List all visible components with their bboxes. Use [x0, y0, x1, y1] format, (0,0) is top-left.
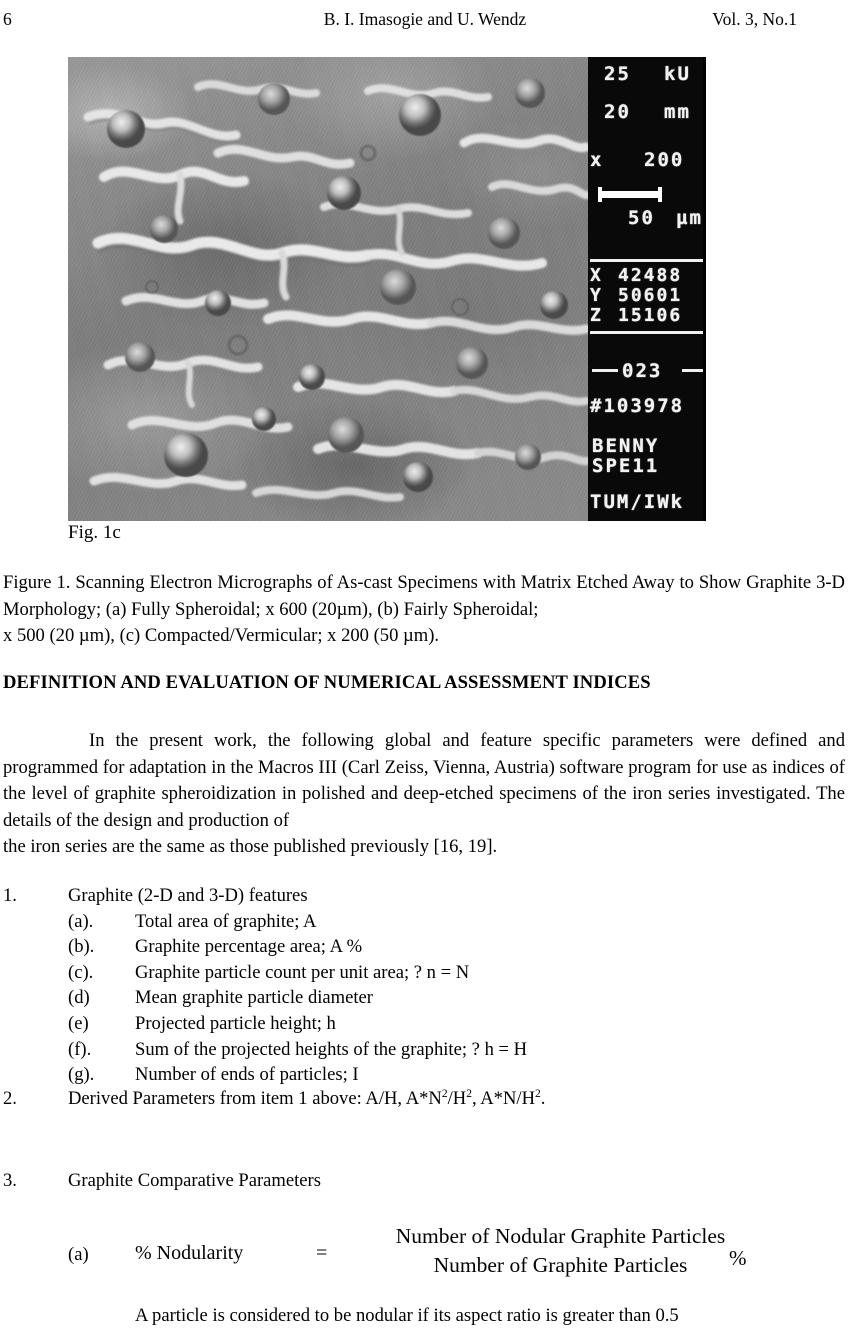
- list-subitem-a-text: Total area of graphite; A: [135, 910, 317, 932]
- paragraph-last-line: the iron series are the same as those published previously [16, 19].: [3, 836, 498, 858]
- figure-1c: [68, 57, 706, 521]
- equation-fraction: [353, 1222, 768, 1280]
- equation-denominator: Number of Graphite Particles: [433, 1253, 688, 1277]
- equation-numerator: Number of Nodular Graphite Particles: [395, 1224, 726, 1248]
- sem-coord-y-label: Y: [590, 285, 603, 306]
- item2-sup1: 2: [441, 1087, 448, 1100]
- section-paragraph: [3, 728, 845, 861]
- list-item-1: [3, 883, 845, 909]
- figure-caption: [3, 570, 845, 650]
- list-subitem-d-marker: (d): [68, 987, 90, 1009]
- sem-scale-value: 50: [628, 207, 655, 229]
- equation-lhs: % Nodularity: [135, 1242, 244, 1264]
- sem-serial-number: #103978: [590, 395, 685, 417]
- page-number: 6: [3, 9, 12, 29]
- list-subitem-b: [3, 934, 845, 960]
- list-item-1-marker: 1.: [3, 885, 17, 906]
- sem-coord-z-value: 15106: [618, 305, 683, 326]
- sem-scale-unit: µm: [676, 207, 703, 229]
- item2-mid1: /H: [447, 1088, 467, 1109]
- parameters-list: [3, 883, 845, 1088]
- list-subitem-a: [3, 909, 845, 935]
- sem-panel-divider-mid: [590, 331, 704, 334]
- figure-caption-main: Figure 1. Scanning Electron Micrographs of As-cast Specimens with Matrix Etched Away to Show Graphite 3-D Morphology; (a) Fully Spheroidal; x 600 (20µm), (b) Fairly Spheroidal;: [3, 572, 845, 620]
- list-subitem-b-text: Graphite percentage area; A %: [135, 936, 363, 958]
- equation-percent-sign: %: [729, 1246, 747, 1270]
- sem-operator-line2: SPE11: [592, 455, 660, 477]
- list-subitem-e-text: Projected particle height; h: [135, 1012, 336, 1034]
- list-subitem-g-text: Number of ends of particles; I: [135, 1064, 359, 1086]
- list-subitem-c-marker: (c).: [68, 961, 94, 983]
- list-item-3-text: Graphite Comparative Parameters: [68, 1170, 321, 1191]
- list-subitem-f: [3, 1037, 845, 1063]
- list-subitem-f-text: Sum of the projected heights of the graphite; ? h = H: [135, 1038, 528, 1060]
- sem-magnification-value: 200: [644, 149, 685, 171]
- sem-scale-bar: [598, 191, 662, 198]
- section-heading: DEFINITION AND EVALUATION OF NUMERICAL ASSESSMENT INDICES: [3, 672, 651, 693]
- sem-data-panel: [588, 57, 706, 521]
- figure-caption-last-line: x 500 (20 µm), (c) Compacted/Vermicular; x 200 (50 µm).: [3, 625, 440, 646]
- sem-micrograph-image: [68, 57, 706, 521]
- sem-coord-z-label: Z: [590, 305, 603, 326]
- running-header: [0, 8, 850, 30]
- list-subitem-g-marker: (g).: [68, 1064, 95, 1086]
- figure-right-edge: [703, 57, 706, 521]
- equation-equals-sign: =: [316, 1242, 328, 1264]
- sem-accel-voltage-value: 25: [604, 63, 631, 85]
- list-subitem-e: [3, 1011, 845, 1037]
- item2-suffix: .: [540, 1088, 546, 1109]
- sem-institution: TUM/IWk: [590, 491, 685, 513]
- list-item-3-marker: 3.: [3, 1170, 17, 1191]
- sem-working-distance-value: 20: [604, 101, 631, 123]
- sem-frame-dash-left: [592, 369, 618, 372]
- list-item-1-text: Graphite (2-D and 3-D) features: [68, 885, 308, 906]
- list-subitem-d: [3, 985, 845, 1011]
- sem-coord-x-label: X: [590, 265, 603, 286]
- list-subitem-c-text: Graphite particle count per unit area; ? n = N: [135, 961, 470, 983]
- list-subitem-b-marker: (b).: [68, 936, 95, 958]
- sem-panel-divider-top: [590, 259, 704, 262]
- nodularity-note: A particle is considered to be nodular if its aspect ratio is greater than 0.5: [135, 1305, 679, 1326]
- list-subitem-c: [3, 960, 845, 986]
- item2-sup3: 2: [535, 1087, 541, 1100]
- sem-working-distance-unit: mm: [664, 101, 691, 123]
- list-subitem-e-marker: (e): [68, 1012, 89, 1034]
- sem-coord-y-value: 50601: [618, 285, 683, 306]
- sem-frame-number: 023: [622, 360, 663, 382]
- figure-label: Fig. 1c: [68, 522, 121, 543]
- list-subitem-f-marker: (f).: [68, 1038, 92, 1060]
- nodularity-equation: [68, 1226, 768, 1288]
- item2-prefix: Derived Parameters from item 1 above: A/H, A*N: [68, 1088, 442, 1109]
- item2-sup2: 2: [466, 1087, 472, 1100]
- sem-frame-number-row: [588, 360, 706, 384]
- list-subitem-d-text: Mean graphite particle diameter: [135, 987, 373, 1009]
- equation-marker: (a): [68, 1244, 89, 1265]
- list-item-2-text: [68, 1086, 545, 1112]
- list-subitem-a-marker: (a).: [68, 910, 94, 932]
- item2-mid2: , A*N/H: [471, 1088, 536, 1109]
- list-item-2-marker: 2.: [3, 1088, 17, 1109]
- header-volume: Vol. 3, No.1: [712, 9, 797, 29]
- paragraph-text: In the present work, the following global and feature specific parameters were defined and programmed for adaptation in the Macros III (Carl Zeiss, Vienna, Austria) software program for use as indices of the level of graphite spheroidization in polished and deep-etched specimens of the iron series investigated. The details of the design and production of: [3, 730, 845, 831]
- sem-coord-x-value: 42488: [618, 265, 683, 286]
- header-authors: B. I. Imasogie and U. Wendz: [323, 9, 527, 29]
- sem-graphite-structures: [68, 57, 588, 521]
- sem-accel-voltage-unit: kU: [664, 63, 691, 85]
- list-subitem-g: [3, 1062, 845, 1088]
- sem-operator-line1: BENNY: [592, 435, 660, 457]
- sem-magnification-prefix: x: [590, 149, 604, 171]
